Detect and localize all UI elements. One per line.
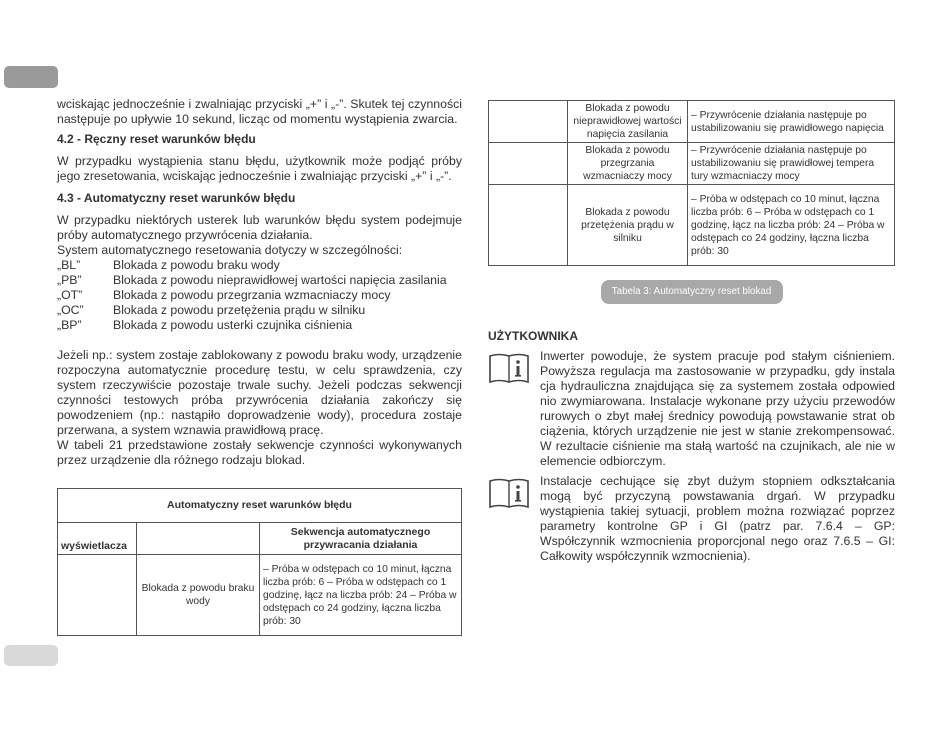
left-column — [57, 97, 462, 636]
table-cell-code — [489, 143, 568, 185]
info-note-1 — [488, 349, 895, 469]
error-description: Blokada z powodu przegrzania wzmacniaczy mocy — [113, 288, 391, 302]
note-text-2: Instalacje cechujące się zbyt dużym stopniem odkształcania mogą być przyczyną powstawania drgań. W przypadku wystąpienia takiej sytuacji, problem można rozwiązać poprzez parametry kontrolne GP i GI (patrz par. 7.6.4 – GP: Współczynnik wzmocnienia proporcjonal nego oraz 7.6.5 – GI: Całkowity współczynnik wzmocnienia). — [540, 474, 895, 563]
book-info-icon — [488, 477, 530, 511]
table-row — [489, 101, 895, 143]
list-item — [57, 258, 462, 273]
table-cell-description: Blokada z powodu braku wody — [137, 555, 260, 636]
table-cell-sequence: – Przywrócenie działania następuje po ustabilizowaniu się prawidłowej tempera tury wzmacniaczy mocy — [688, 143, 895, 185]
paragraph-manual-reset: W przypadku wystąpienia stanu błędu, użytkownik może podjąć próby jego zresetowania, wciskając jednocześnie i zwalniając przyciski „+” i „-”. — [57, 154, 462, 183]
page-tab-top — [4, 66, 58, 88]
list-item — [57, 303, 462, 318]
table-header-sequence: Sekwencja automatycznego przywracania działania — [260, 523, 462, 555]
book-info-icon — [488, 352, 530, 386]
right-column — [488, 100, 895, 564]
info-note-2 — [488, 474, 895, 564]
table-caption: Tabela 3: Automatyczny reset blokad — [601, 280, 783, 304]
table-header-empty — [137, 523, 260, 555]
error-code: „PB” — [57, 273, 82, 287]
error-description: Blokada z powodu nieprawidłowej wartości napięcia zasilania — [113, 273, 447, 287]
list-item — [57, 288, 462, 303]
note-text-1: Inwerter powoduje, że system pracuje pod stałym ciśnieniem. Powyższa regulacja ma zastosowanie w przypadku, gdy instala cja hydrauliczna znajdująca się za systemem została odpowied nio zwymiarowana. Instalacje wykonane przy użyciu przewodów rurowych o zbyt małej średnicy powodują powstawanie strat ob ciążenia, których urządzenie nie jest w stanie zrekompensować. W rezultacie ciśnienie ma stałą wartość na czujnikach, ale nie w elemencie odbiorczym. — [540, 349, 895, 468]
table-cell-code — [58, 555, 137, 636]
auto-reset-table-continued — [488, 100, 895, 266]
heading-4-2: 4.2 - Ręczny reset warunków błędu — [57, 132, 256, 146]
table-row — [489, 143, 895, 185]
auto-reset-table — [57, 488, 462, 636]
table-header-display: wyświetlacza — [58, 523, 137, 555]
list-item — [57, 318, 462, 333]
error-description: Blokada z powodu usterki czujnika ciśnienia — [113, 318, 353, 332]
error-description: Blokada z powodu braku wody — [113, 258, 280, 272]
error-code: „OT” — [57, 288, 83, 302]
table-cell-code — [489, 185, 568, 266]
table-row — [489, 185, 895, 266]
table-cell-sequence: – Próba w odstępach co 10 minut, łączna liczba prób: 6 – Próba w odstępach co 1 godzinę, łącz na liczba prób: 24 – Próba w odstępach co 24 godziny, łączna liczba prób: 30 — [688, 185, 895, 266]
paragraph-intro: wciskając jednocześnie i zwalniając przyciski „+” i „-”. Skutek tej czynności następuje po upływie 10 sekund, licząc od momentu wystąpienia zwarcia. — [57, 97, 462, 126]
error-code: „BP” — [57, 318, 82, 332]
page-tab-bottom — [4, 645, 58, 666]
table-row — [58, 555, 462, 636]
table-cell-sequence: – Przywrócenie działania następuje po ustabilizowaniu się prawidłowego napięcia — [688, 101, 895, 143]
paragraph-example: Jeżeli np.: system zostaje zablokowany z powodu braku wody, urządzenie rozpoczyna automatycznie procedurę testu, w celu sprawdzenia, czy system rzeczywiście pozostaje trwale suchy. Jeżeli podczas sekwencji czynności testowych próba przywrócenia działania zakończy się powodzeniem (np.: nastąpiło doprowadzenie wody), procedura zostaje przerwana, a system wznawia prawidłową pracę. — [57, 348, 462, 437]
error-description: Blokada z powodu przetężenia prądu w silniku — [113, 303, 366, 317]
paragraph-auto-reset: W przypadku niektórych usterek lub warunków błędu system podejmuje próby automatycznego przywrócenia działania. — [57, 213, 462, 242]
table-cell-description: Blokada z powodu przegrzania wzmacniaczy mocy — [568, 143, 688, 185]
table-cell-code — [489, 101, 568, 143]
paragraph-applies-to: System automatycznego resetowania dotyczy w szczególności: — [57, 243, 403, 257]
heading-4-3: 4.3 - Automatyczny reset warunków błędu — [57, 191, 296, 205]
table-cell-description: Blokada z powodu nieprawidłowej wartości napięcia zasilania — [568, 101, 688, 143]
error-code: „OC” — [57, 303, 84, 317]
table-title: Automatyczny reset warunków błędu — [58, 489, 462, 523]
paragraph-table-ref: W tabeli 21 przedstawione zostały sekwencje czynności wykonywanych przez urządzenie dla różnego rodzaju blokad. — [57, 438, 462, 467]
table-cell-description: Blokada z powodu przetężenia prądu w silniku — [568, 185, 688, 266]
error-code: „BL” — [57, 258, 81, 272]
table-cell-sequence: – Próba w odstępach co 10 minut, łączna liczba prób: 6 – Próba w odstępach co 1 godzinę, łącz na liczba prób: 24 – Próba w odstępach co 24 godziny, łączna liczba prób: 30 — [260, 555, 462, 636]
error-code-list — [57, 258, 462, 333]
section-heading: UŻYTKOWNIKA — [488, 329, 578, 343]
list-item — [57, 273, 462, 288]
